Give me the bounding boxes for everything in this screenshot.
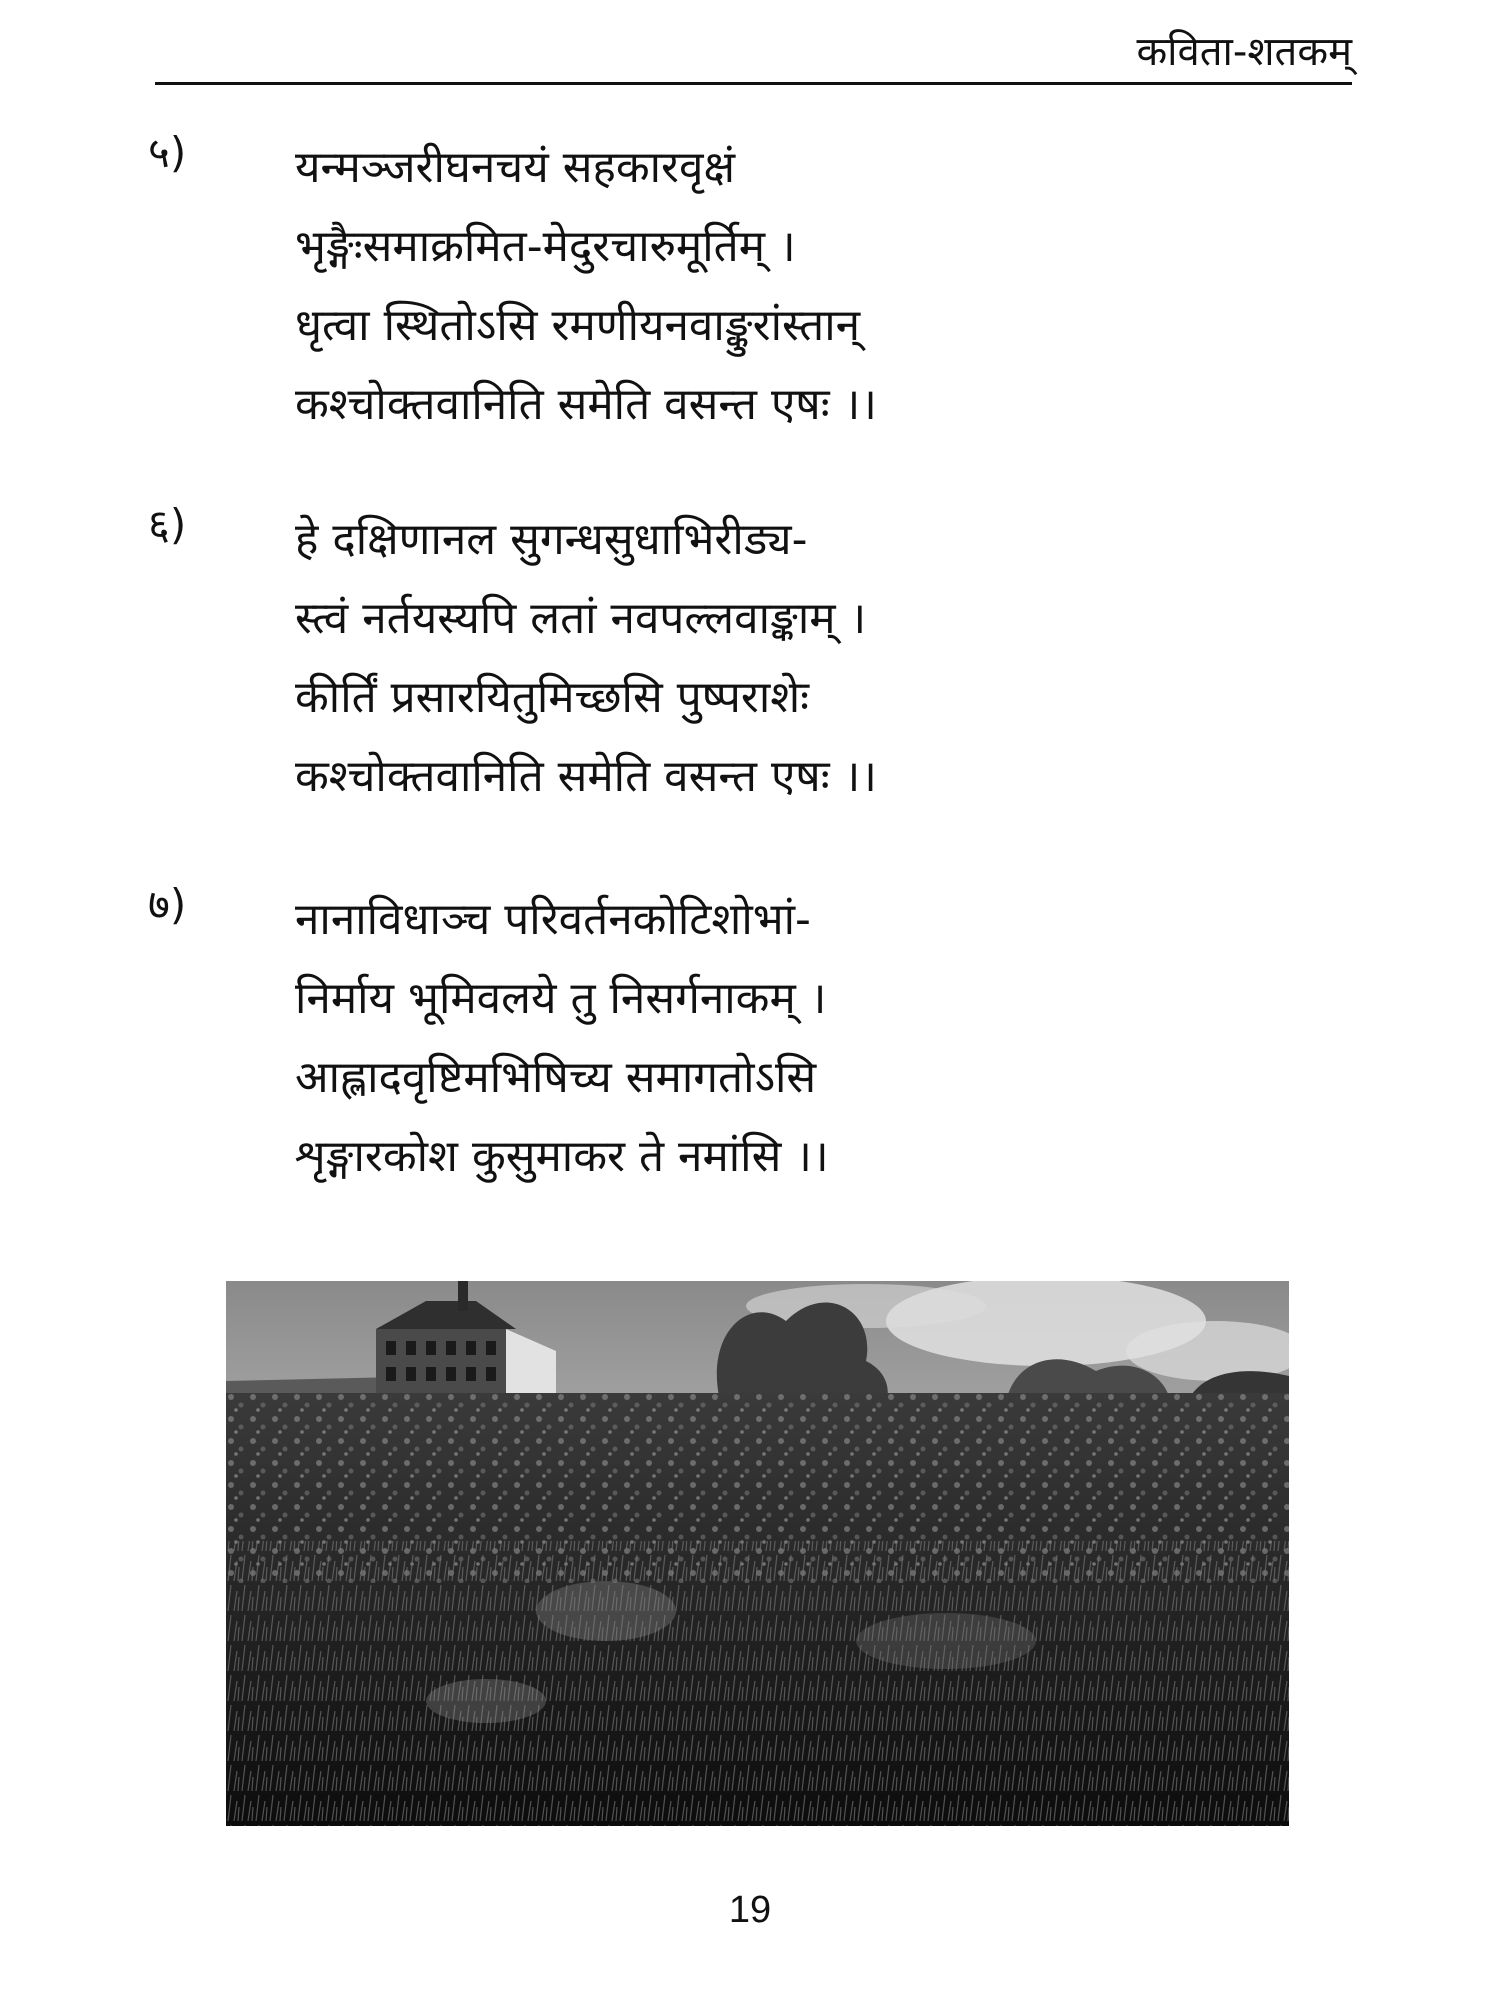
header-rule [155,82,1352,85]
verse-number: ६) [148,500,187,549]
verse-line: स्त्वं नर्तयस्यपि लतां नवपल्लवाङ्काम् । [295,593,867,644]
verse-line: भृङ्गैःसमाक्रमित-मेदुरचारुमूर्तिम् । [295,221,796,272]
running-header-title: कविता-शतकम् [1136,29,1352,75]
verse-line: कश्चोक्तवानिति समेति वसन्त एषः ।। [295,751,877,802]
verse-line: शृङ्गारकोश कुसुमाकर ते नमांसि ।। [295,1131,829,1182]
verse-line: हे दक्षिणानल सुगन्धसुधाभिरीड्य- [295,514,808,565]
verse-line: कश्चोक्तवानिति समेति वसन्त एषः ।। [295,379,877,430]
verse-line: निर्माय भूमिवलये तु निसर्गनाकम् । [295,973,827,1024]
verse-lines [295,880,829,1196]
verse-line: यन्मञ्जरीघनचयं सहकारवृक्षं [295,142,736,193]
page-number: 19 [728,1889,772,1931]
verse-number: ५) [148,128,187,177]
photo-building-meadow [226,1281,1289,1826]
verse-number: ७) [148,880,187,929]
verse-lines [295,128,877,444]
verse-line: नानाविधाञ्च परिवर्तनकोटिशोभां- [295,894,811,945]
verse-line: कीर्तिं प्रसारयितुमिच्छसि पुष्पराशेः [295,672,810,723]
verse-lines [295,500,877,816]
verse-line: आह्लादवृष्टिमभिषिच्य समागतोऽसि [295,1052,817,1103]
photo-building-meadow-icon [226,1281,1289,1826]
verse-line: धृत्वा स्थितोऽसि रमणीयनवाङ्कुरांस्तान् [295,300,861,351]
